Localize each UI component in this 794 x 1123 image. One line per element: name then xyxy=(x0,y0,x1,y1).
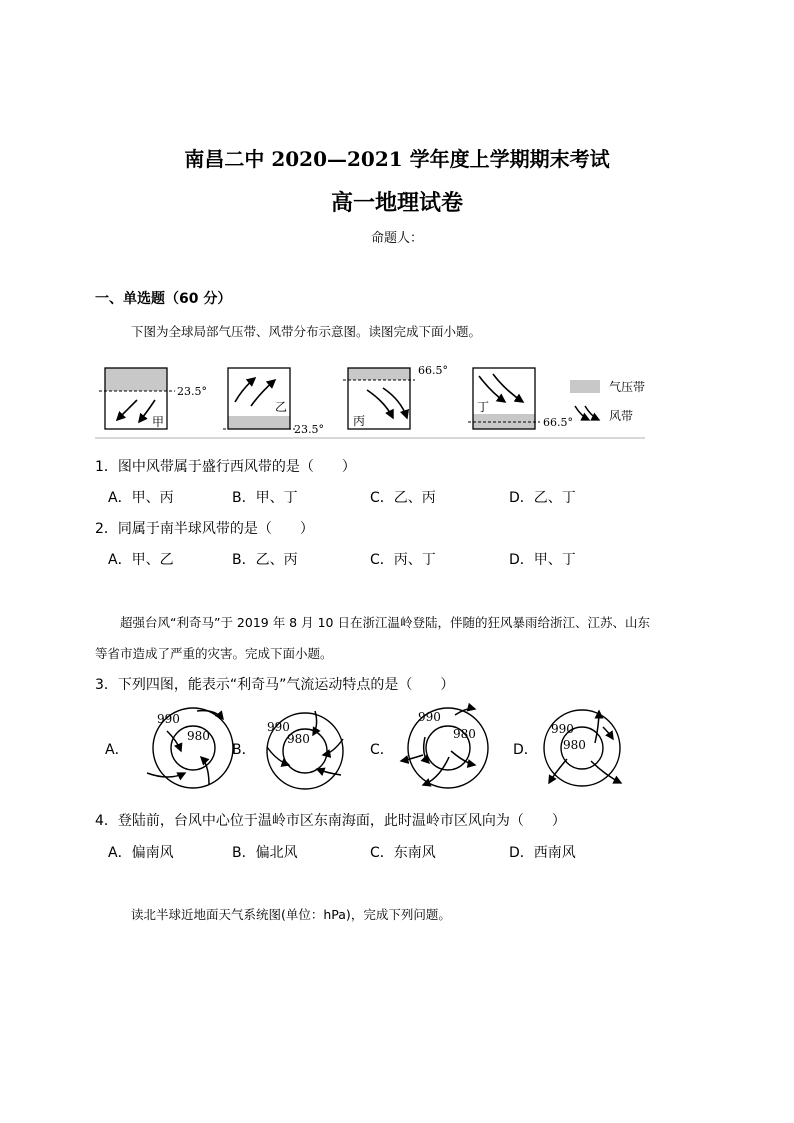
q4-option-a[interactable]: A．偏南风 xyxy=(108,845,174,861)
exam-title: 南昌二中 2020—2021 学年度上学期期末考试 xyxy=(184,147,610,171)
svg-text:980: 980 xyxy=(563,738,586,752)
panel-bing-label: 丙 xyxy=(353,414,366,428)
q3-option-a-figure[interactable] xyxy=(105,708,233,788)
intro-text-2-line-2: 等省市造成了严重的灾害。完成下面小题。 xyxy=(95,646,333,661)
wind-belt-figure xyxy=(95,358,655,442)
svg-text:980: 980 xyxy=(187,729,210,743)
svg-text:B．: B． xyxy=(232,742,256,758)
svg-text:980: 980 xyxy=(287,732,310,746)
panel-ding-label: 丁 xyxy=(477,400,490,414)
svg-text:990: 990 xyxy=(551,722,574,736)
q2-option-d[interactable]: D．甲、丁 xyxy=(509,552,576,568)
figure-legend xyxy=(570,379,645,423)
panel-yi-label: 乙 xyxy=(275,400,288,414)
q3-option-d-figure[interactable] xyxy=(513,710,621,786)
legend-pressure: 气压带 xyxy=(609,380,646,394)
q2-option-b[interactable]: B．乙、丙 xyxy=(232,552,298,568)
question-1: 1．图中风带属于盛行西风带的是（ ） xyxy=(95,459,356,475)
exam-subtitle: 高一地理试卷 xyxy=(330,190,463,216)
q3-option-b-figure[interactable] xyxy=(232,711,343,789)
panel-ding-lat: 66.5° xyxy=(543,416,573,429)
question-3: 3．下列四图，能表示“利奇马”气流运动特点的是（ ） xyxy=(95,677,455,693)
panel-jia xyxy=(99,368,207,429)
intro-text-2-line-1: 超强台风“利奇马”于 2019 年 8 月 10 日在浙江温岭登陆，伴随的狂风暴雨给浙江、江苏、山东 xyxy=(120,615,650,630)
intro-text-1: 下图为全球局部气压带、风带分布示意图。读图完成下面小题。 xyxy=(131,324,482,339)
q3-option-c-figure[interactable] xyxy=(370,708,488,788)
q2-option-a[interactable]: A．甲、乙 xyxy=(108,552,174,568)
question-4: 4．登陆前，台风中心位于温岭市区东南海面，此时温岭市区风向为（ ） xyxy=(95,813,566,829)
section-heading: 一、单选题（60 分） xyxy=(95,291,232,307)
svg-text:C．: C． xyxy=(370,742,394,758)
svg-text:D．: D． xyxy=(513,742,538,758)
intro-text-3: 读北半球近地面天气系统图(单位：hPa)，完成下列问题。 xyxy=(131,907,451,922)
q1-option-b[interactable]: B．甲、丁 xyxy=(232,490,298,506)
svg-text:980: 980 xyxy=(453,727,476,741)
typhoon-options-figure xyxy=(105,703,645,793)
panel-ding xyxy=(468,368,573,429)
q4-option-d[interactable]: D．西南风 xyxy=(509,845,576,861)
panel-bing-lat: 66.5° xyxy=(418,364,448,377)
panel-yi-lat: 23.5° xyxy=(294,423,324,436)
panel-jia-label: 甲 xyxy=(152,415,165,429)
author-label: 命题人： xyxy=(370,231,423,246)
q2-option-c[interactable]: C．丙、丁 xyxy=(370,552,436,568)
panel-yi xyxy=(223,368,324,436)
svg-text:990: 990 xyxy=(157,712,180,726)
panel-jia-lat: 23.5° xyxy=(177,385,207,398)
q1-option-c[interactable]: C．乙、丙 xyxy=(370,490,436,506)
panel-bing xyxy=(343,364,448,429)
legend-wind: 风带 xyxy=(609,409,634,423)
q4-option-b[interactable]: B．偏北风 xyxy=(232,845,298,861)
q1-option-d[interactable]: D．乙、丁 xyxy=(509,490,576,506)
q4-option-c[interactable]: C．东南风 xyxy=(370,845,436,861)
svg-text:990: 990 xyxy=(267,720,290,734)
q1-option-a[interactable]: A．甲、丙 xyxy=(108,490,174,506)
svg-text:990: 990 xyxy=(418,710,441,724)
question-2: 2．同属于南半球风带的是（ ） xyxy=(95,521,314,537)
svg-text:A．: A． xyxy=(105,742,129,758)
